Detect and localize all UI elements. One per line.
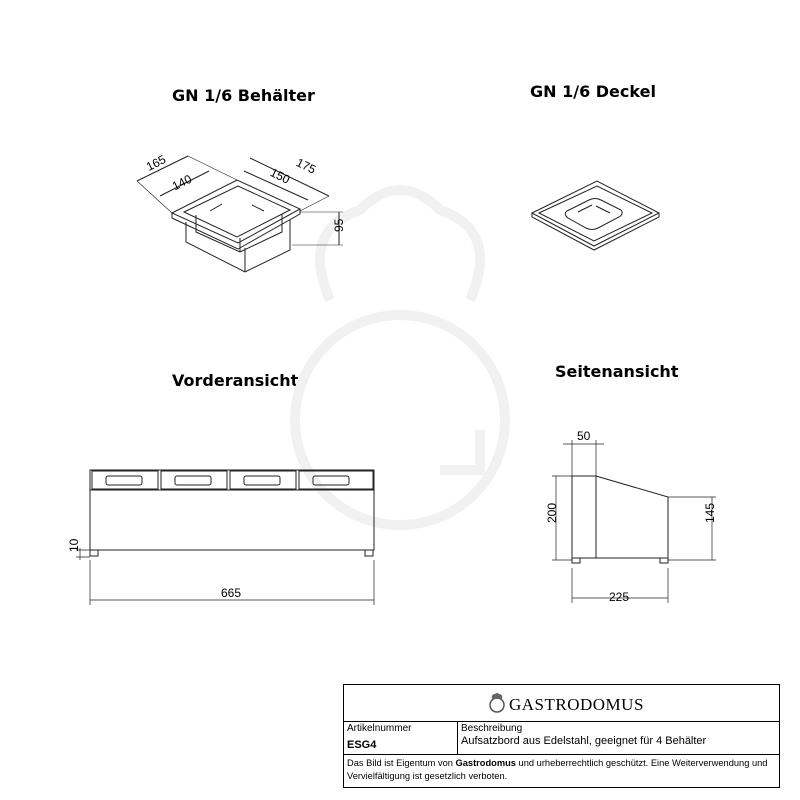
article-number-label: Artikelnummer xyxy=(347,723,412,734)
description-value: Aufsatzbord aus Edelstahl, geeignet für 4 Behälter xyxy=(461,735,707,747)
description-label: Beschreibung xyxy=(461,723,523,734)
dim-175-label: 175 xyxy=(293,155,319,177)
company-name: GASTRODOMUS xyxy=(509,695,644,714)
dim-665-label: 665 xyxy=(221,586,242,600)
dim-165-label: 165 xyxy=(143,152,169,174)
dim-95-label: 95 xyxy=(332,218,346,232)
article-number-value: ESG4 xyxy=(347,739,377,751)
watermark-logo xyxy=(295,190,505,525)
title-block-info-row xyxy=(344,722,779,755)
lid-title: GN 1/6 Deckel xyxy=(530,82,656,101)
dim-200-label: 200 xyxy=(545,502,559,523)
dim-140-label: 140 xyxy=(169,171,195,194)
title-block xyxy=(343,684,780,788)
dim-50-label: 50 xyxy=(577,429,591,443)
dim-150-label: 150 xyxy=(267,165,293,187)
title-block-logo xyxy=(344,685,779,722)
container-title: GN 1/6 Behälter xyxy=(172,86,315,105)
lid-drawing xyxy=(532,181,659,250)
side-view-title: Seitenansicht xyxy=(555,362,679,381)
logo-icon xyxy=(487,691,507,715)
dim-225-label: 225 xyxy=(609,590,630,604)
dim-145-label: 145 xyxy=(703,502,717,523)
front-view-drawing xyxy=(76,470,374,605)
dim-10-label: 10 xyxy=(67,538,81,552)
side-view-drawing xyxy=(552,440,716,603)
copyright-note: Das Bild ist Eigentum von Gastrodomus und urheberrechtlich geschützt. Eine Weiterverwendung und Vervielfältigung ist gesetzlich verboten. xyxy=(347,758,768,781)
front-view-title: Vorderansicht xyxy=(172,371,299,390)
